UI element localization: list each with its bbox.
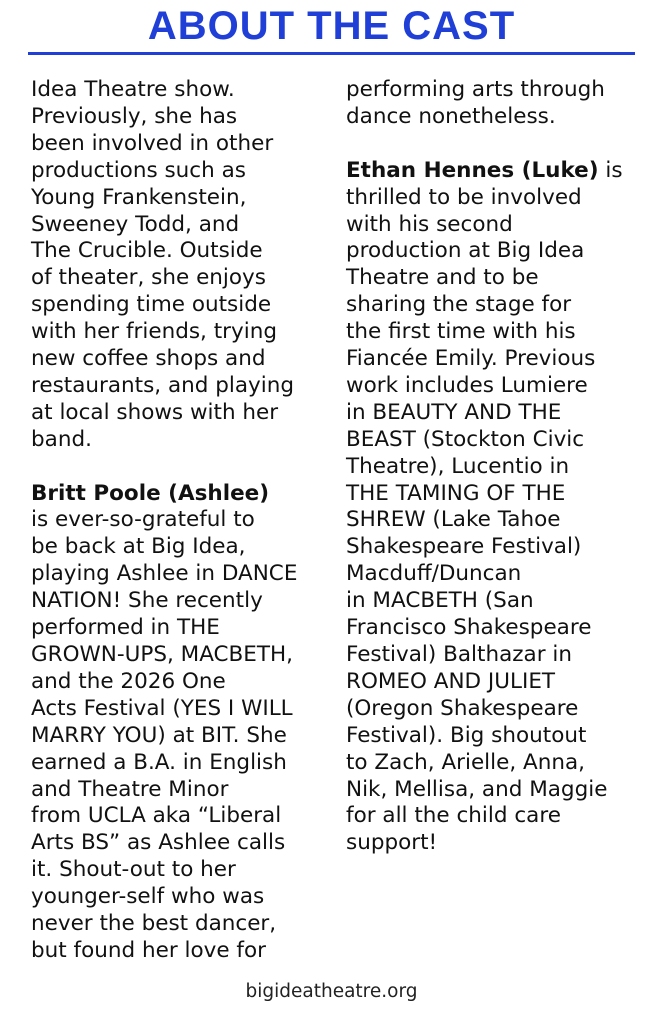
text-line: support! (346, 830, 438, 856)
text-line: to Zach, Arielle, Anna, (346, 749, 585, 775)
column-left (31, 77, 336, 965)
text-line: Acts Festival (YES I WILL (31, 695, 293, 721)
text-line: band. (31, 426, 92, 452)
text-line: of theater, she enjoys (31, 265, 266, 291)
text-line: work includes Lumiere (346, 372, 588, 398)
text-line: and Theatre Minor (31, 776, 229, 802)
text-line: and the 2026 One (31, 668, 226, 694)
text-line: Shakespeare Festival) (346, 534, 582, 560)
bio-ethan-hennes (346, 158, 651, 858)
text-line: but found her love for (31, 937, 266, 963)
text-fragment: is (598, 157, 623, 183)
text-line: performed in THE (31, 615, 220, 641)
text-line: younger-self who was (31, 884, 265, 910)
bio-britt-poole (31, 481, 336, 965)
text-line: Macduff/Duncan (346, 561, 522, 587)
text-line: never the best dancer, (31, 911, 277, 937)
text-line: spending time outside (31, 292, 272, 318)
text-line: been involved in other (31, 130, 274, 156)
title-underline (28, 52, 635, 55)
text-line: productions such as (31, 157, 246, 183)
text-line: MARRY YOU) at BIT. She (31, 722, 287, 748)
text-line: GROWN-UPS, MACBETH, (31, 642, 293, 668)
text-line: be back at Big Idea, (31, 534, 246, 560)
text-line: Theatre and to be (346, 265, 539, 291)
text-line: (Oregon Shakespeare (346, 695, 579, 721)
text-line: with his second (346, 211, 513, 237)
text-line: Francisco Shakespeare (346, 615, 592, 641)
text-line: THE TAMING OF THE (346, 480, 566, 506)
paragraph-gap (346, 131, 651, 158)
text-line: BEAST (Stockton Civic (346, 426, 585, 452)
cast-name-britt-poole: Britt Poole (Ashlee) (31, 480, 270, 506)
text-line: dance nonetheless. (346, 103, 556, 129)
text-line: performing arts through (346, 77, 605, 102)
text-line: earned a B.A. in English (31, 749, 287, 775)
text-line: the first time with his (346, 319, 576, 345)
text-line: Nik, Mellisa, and Maggie (346, 776, 608, 802)
text-line: Fiancée Emily. Previous (346, 346, 596, 372)
cast-name-ethan-hennes: Ethan Hennes (Luke) (346, 157, 599, 183)
text-line: sharing the stage for (346, 292, 572, 318)
text-line: ROMEO AND JULIET (346, 668, 556, 694)
text-line: Arts BS” as Ashlee calls (31, 830, 286, 856)
text-line: new coffee shops and (31, 346, 266, 372)
text-line: from UCLA aka “Liberal (31, 803, 282, 829)
text-line: in BEAUTY AND THE (346, 399, 562, 425)
text-line: thrilled to be involved (346, 184, 582, 210)
footer-url: bigideatheatre.org (245, 981, 418, 1002)
text-line: The Crucible. Outside (31, 238, 263, 264)
text-line: restaurants, and playing (31, 372, 295, 398)
text-line: production at Big Idea (346, 238, 585, 264)
text-line: it. Shout-out to her (31, 857, 236, 883)
text-line: Previously, she has (31, 103, 238, 129)
text-line: for all the child care (346, 803, 561, 829)
text-line (346, 158, 651, 185)
text-line: NATION! She recently (31, 588, 263, 614)
text-line: Idea Theatre show. (31, 77, 235, 102)
text-line: Young Frankenstein, (31, 184, 247, 210)
text-line: Sweeney Todd, and (31, 211, 240, 237)
paragraph-gap (31, 454, 336, 481)
page-title: ABOUT THE CAST (147, 4, 516, 48)
bio-continuation (31, 77, 336, 454)
text-line: Festival) Balthazar in (346, 642, 572, 668)
text-line: SHREW (Lake Tahoe (346, 507, 561, 533)
text-line: at local shows with her (31, 399, 279, 425)
text-line: playing Ashlee in DANCE (31, 561, 298, 587)
bio-britt-continuation (346, 77, 651, 131)
text-line: Festival). Big shoutout (346, 722, 587, 748)
text-line: in MACBETH (San (346, 588, 534, 614)
column-right (346, 77, 651, 857)
text-line: is ever-so-grateful to (31, 507, 255, 533)
text-line: with her friends, trying (31, 319, 277, 345)
text-line: Theatre), Lucentio in (346, 453, 570, 479)
